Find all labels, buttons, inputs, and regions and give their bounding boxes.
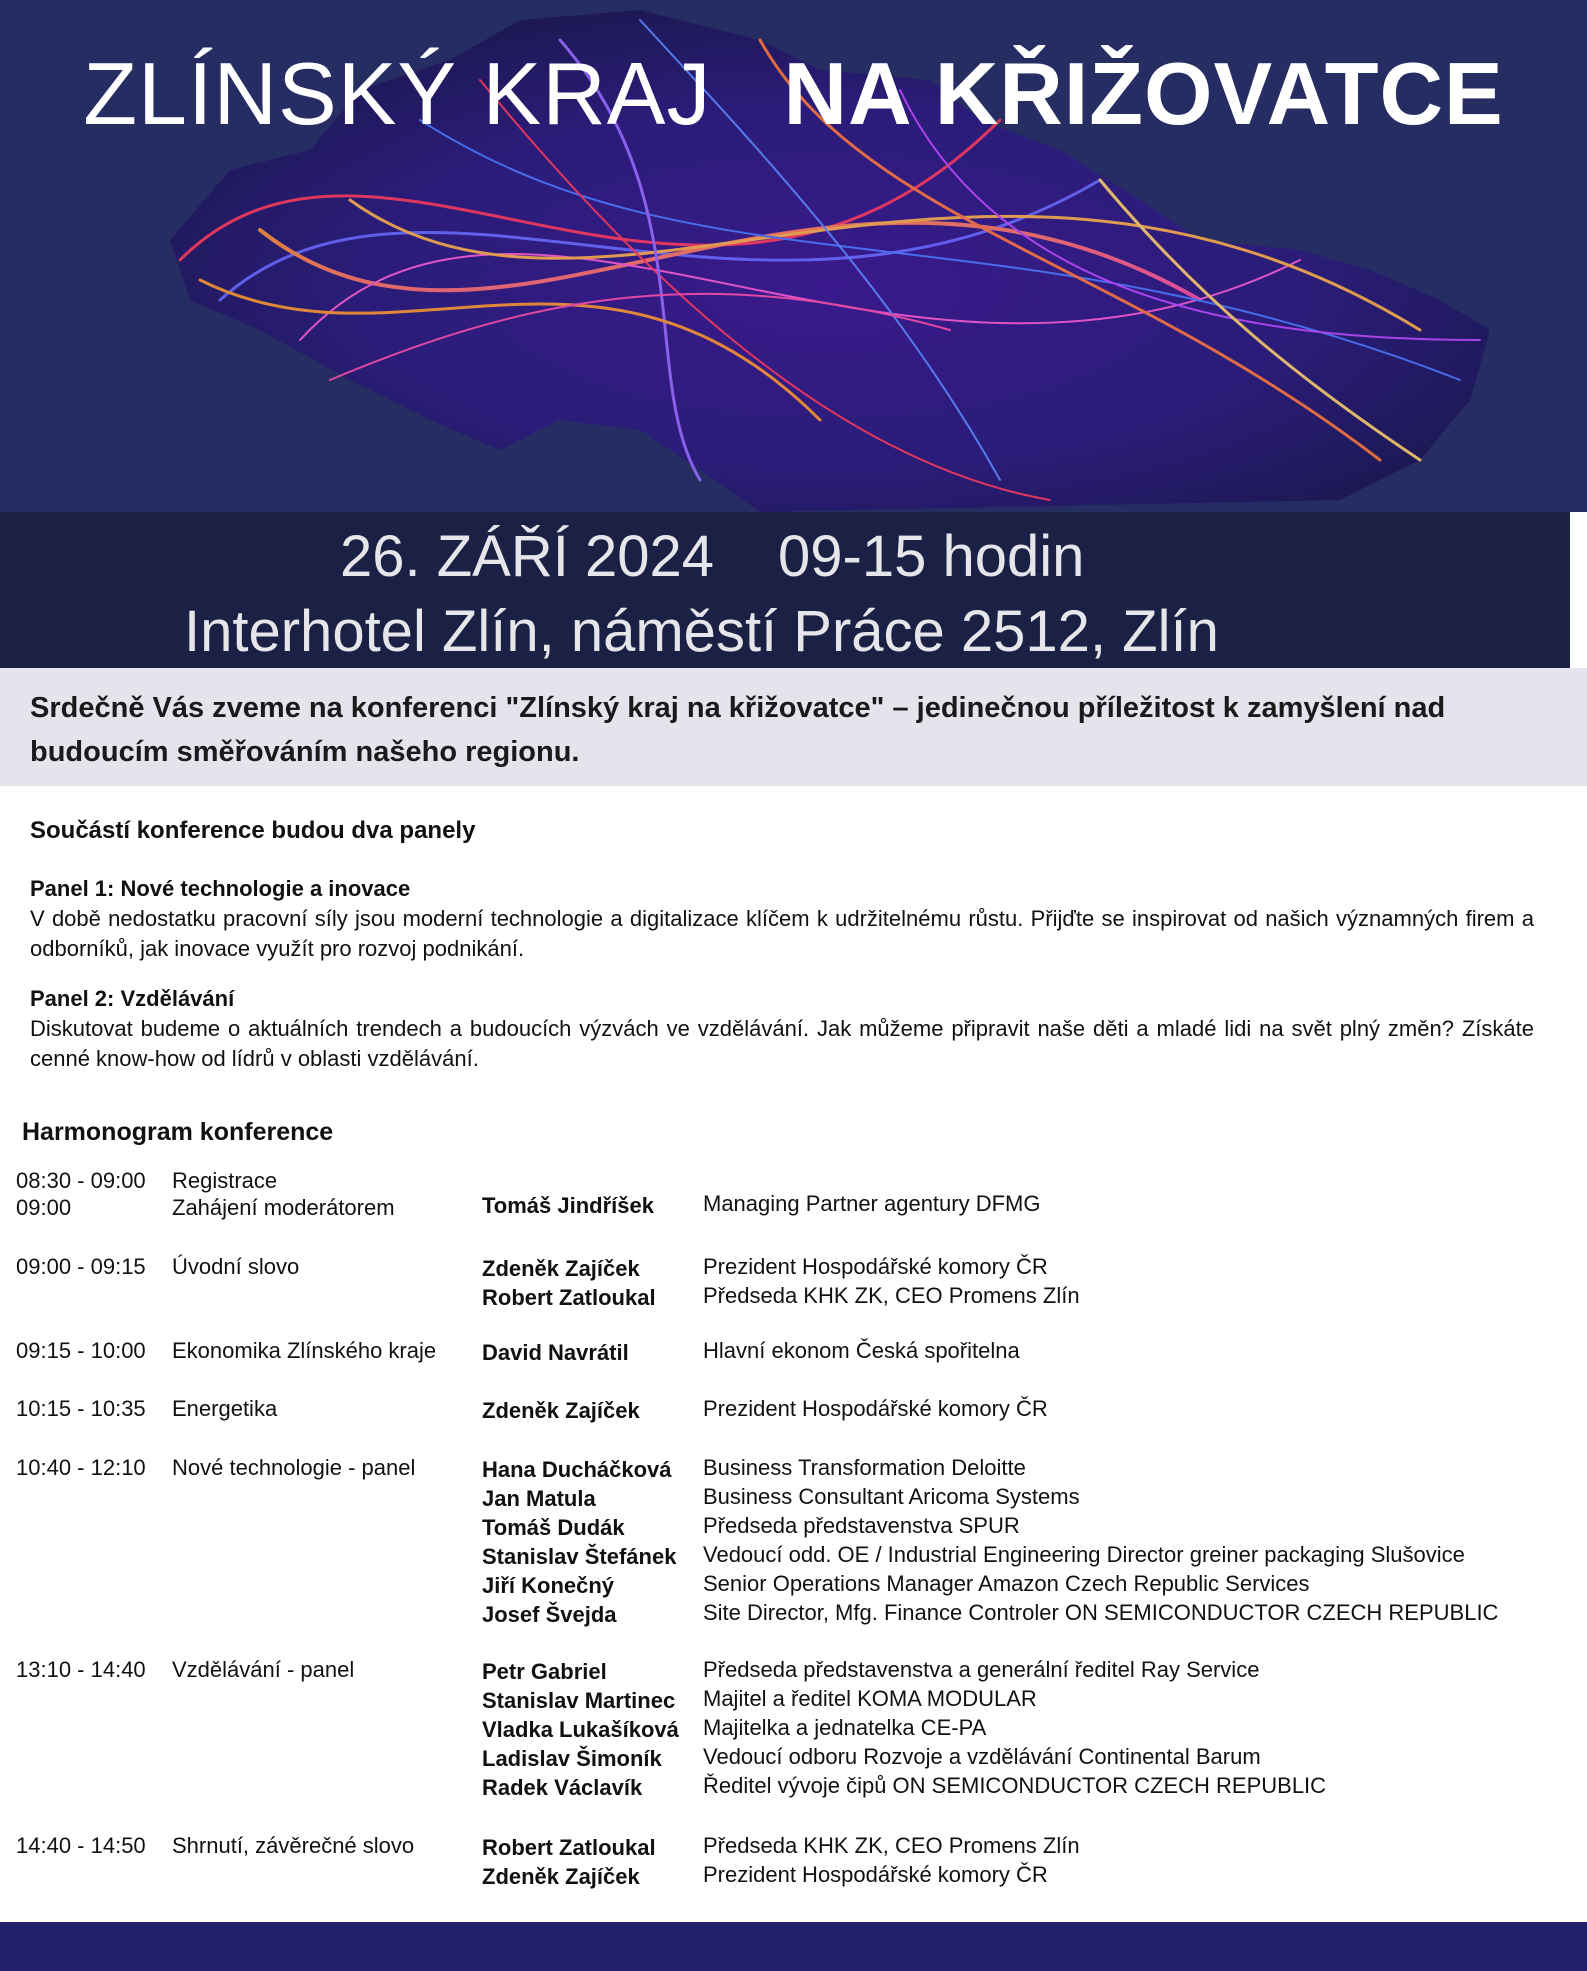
speaker-name: Jiří Konečný (482, 1573, 615, 1598)
speaker-roles (703, 1453, 1498, 1627)
speaker-role: Prezident Hospodářské komory ČR (703, 1862, 1048, 1887)
title-light: ZLÍNSKÝ KRAJ (83, 44, 712, 143)
speaker-role: Ředitel vývoje čipů ON SEMICONDUCTOR CZECH REPUBLIC (703, 1773, 1327, 1798)
schedule-title: Energetika (172, 1396, 278, 1421)
panel-description: V době nedostatku pracovní síly jsou moderní technologie a digitalizace klíčem k udržitelnému růstu. Přijďte se inspirovat od našich významných firem a odborníků, jak inovace využít pro rozvoj podnikání. (30, 906, 1534, 961)
event-time: 09-15 hodin (778, 524, 1085, 589)
speaker-name: Jan Matula (482, 1486, 596, 1511)
speaker-name: Zdeněk Zajíček (482, 1398, 640, 1423)
speaker-role: Business Transformation Deloitte (703, 1455, 1026, 1480)
speaker-name: Radek Václavík (482, 1775, 643, 1800)
schedule-title: Zahájení moderátorem (172, 1195, 395, 1220)
speaker-names (482, 1455, 676, 1629)
speaker-role: Předseda představenstva SPUR (703, 1513, 1020, 1538)
panel-title: Panel 2: Vzdělávání (30, 986, 235, 1011)
schedule-time: 08:30 - 09:00 (16, 1168, 146, 1193)
schedule-title: Úvodní slovo (172, 1254, 300, 1279)
schedule-time: 10:40 - 12:10 (16, 1455, 146, 1480)
speaker-name: Hana Ducháčková (482, 1457, 672, 1482)
speaker-name: Petr Gabriel (482, 1659, 607, 1684)
speaker-roles (703, 1189, 1041, 1218)
speaker-name: Stanislav Martinec (482, 1688, 676, 1713)
event-date-time (340, 522, 1200, 592)
speaker-role: Senior Operations Manager Amazon Czech Republic Services (703, 1571, 1310, 1596)
schedule-time: 14:40 - 14:50 (16, 1833, 146, 1858)
speaker-name: David Navrátil (482, 1340, 629, 1365)
speaker-name: Robert Zatloukal (482, 1835, 656, 1860)
schedule-title: Shrnutí, závěrečné slovo (172, 1833, 415, 1858)
speaker-roles (703, 1831, 1080, 1889)
schedule-time: 13:10 - 14:40 (16, 1657, 146, 1682)
speaker-name: Zdeněk Zajíček (482, 1864, 640, 1889)
speaker-role: Site Director, Mfg. Finance Controler ON SEMICONDUCTOR CZECH REPUBLIC (703, 1600, 1499, 1625)
speaker-role: Předseda KHK ZK, CEO Promens Zlín (703, 1283, 1080, 1308)
speaker-names (482, 1338, 629, 1367)
schedule-heading: Harmonogram konference (22, 1118, 334, 1146)
speaker-names (482, 1254, 656, 1312)
schedule-title: Nové technologie - panel (172, 1455, 416, 1480)
panels-section (30, 814, 1534, 1094)
speaker-role: Business Consultant Aricoma Systems (703, 1484, 1080, 1509)
schedule-title: Vzdělávání - panel (172, 1657, 355, 1682)
footer-band (0, 1922, 1587, 1971)
speaker-roles (703, 1336, 1020, 1365)
speaker-name: Vladka Lukašíková (482, 1717, 679, 1742)
invitation-box (0, 668, 1587, 786)
speaker-role: Managing Partner agentury DFMG (703, 1191, 1041, 1216)
speaker-role: Vedoucí odboru Rozvoje a vzdělávání Continental Barum (703, 1744, 1261, 1769)
speaker-names (482, 1191, 654, 1220)
speaker-role: Předseda KHK ZK, CEO Promens Zlín (703, 1833, 1080, 1858)
panel-item (30, 984, 1534, 1074)
speaker-name: Stanislav Štefánek (482, 1544, 677, 1569)
speaker-roles (703, 1252, 1080, 1310)
speaker-name: Tomáš Jindříšek (482, 1193, 654, 1218)
speaker-role: Předseda představenstva a generální ředitel Ray Service (703, 1657, 1260, 1682)
panels-intro: Součástí konference budou dva panely (30, 817, 476, 844)
speaker-role: Majitel a ředitel KOMA MODULAR (703, 1686, 1037, 1711)
event-venue: Interhotel Zlín, náměstí Práce 2512, Zlín (184, 599, 1219, 664)
speaker-role: Hlavní ekonom Česká spořitelna (703, 1338, 1020, 1363)
schedule-title: Registrace (172, 1168, 278, 1193)
panel-title: Panel 1: Nové technologie a inovace (30, 876, 411, 901)
speaker-names (482, 1657, 679, 1802)
hero-banner (0, 0, 1587, 512)
schedule-title: Ekonomika Zlínského kraje (172, 1338, 437, 1363)
speaker-roles (703, 1394, 1048, 1423)
speaker-role: Majitelka a jednatelka CE-PA (703, 1715, 987, 1740)
schedule-time: 10:15 - 10:35 (16, 1396, 146, 1421)
speaker-names (482, 1833, 656, 1891)
speaker-name: Robert Zatloukal (482, 1285, 656, 1310)
speaker-name: Tomáš Dudák (482, 1515, 625, 1540)
schedule-time: 09:00 (16, 1195, 72, 1220)
title-bold: NA KŘIŽOVATCE (783, 44, 1504, 143)
event-info-band (0, 512, 1570, 668)
speaker-name: Ladislav Šimoník (482, 1746, 662, 1771)
invitation-text: Srdečně Vás zveme na konferenci "Zlínský kraj na křižovatce" – jedinečnou příležitost k zamyšlení nad budoucím směřováním našeho regionu. (30, 692, 1446, 768)
event-date: 26. ZÁŘÍ 2024 (340, 524, 714, 589)
page-title (0, 44, 1587, 143)
speaker-name: Zdeněk Zajíček (482, 1256, 640, 1281)
speaker-names (482, 1396, 640, 1425)
schedule-time: 09:15 - 10:00 (16, 1338, 146, 1363)
speaker-role: Prezident Hospodářské komory ČR (703, 1396, 1048, 1421)
speaker-role: Vedoucí odd. OE / Industrial Engineering Director greiner packaging Slušovice (703, 1542, 1465, 1567)
schedule-time: 09:00 - 09:15 (16, 1254, 146, 1279)
speaker-role: Prezident Hospodářské komory ČR (703, 1254, 1048, 1279)
panel-item (30, 874, 1534, 964)
speaker-roles (703, 1655, 1326, 1800)
panel-description: Diskutovat budeme o aktuálních trendech a budoucích výzvách ve vzdělávání. Jak můžeme připravit naše děti a mladé lidi na svět plný změn? Získáte cenné know-how od lídrů v oblasti vzdělávání. (30, 1016, 1534, 1071)
speaker-name: Josef Švejda (482, 1602, 617, 1627)
